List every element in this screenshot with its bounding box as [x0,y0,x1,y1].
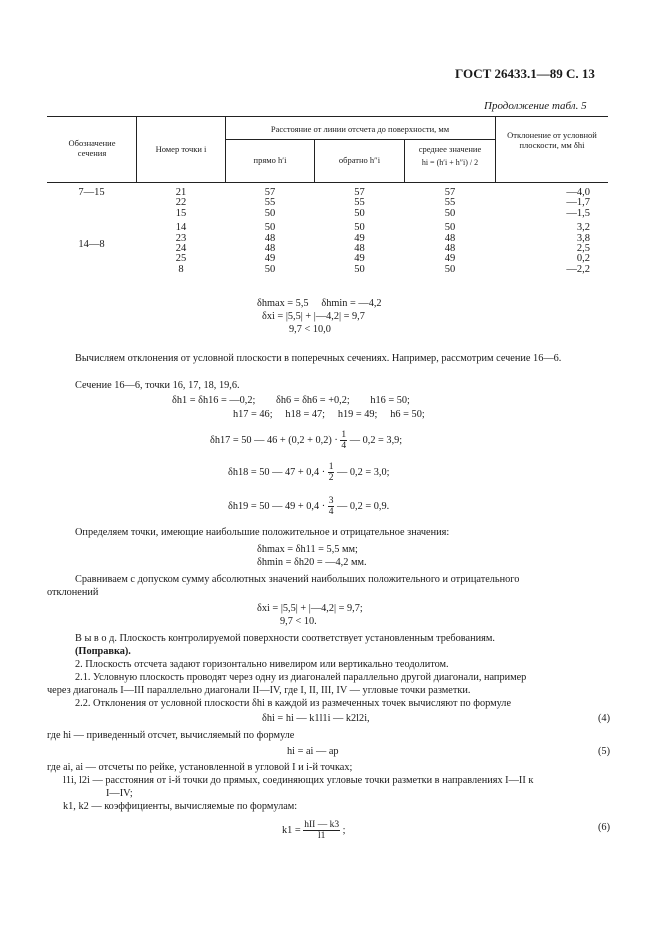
paragraph-transverse: Вычисляем отклонения от условной плоскости в поперечных сечениях. Например, рассмотрим сечение 16—6. [75,353,562,364]
equation-deltas: δh1 = δh16 = —0,2; δh6 = δh6 = +0,2; h16 = 50; [172,395,410,406]
fraction-numerator: 3 [328,496,334,506]
point-column [140,188,222,275]
table-cell: 50 [264,207,276,219]
table-cell: 55 [354,197,365,209]
section-cell: 7—15 [78,187,105,198]
section-column [47,188,136,251]
paragraph-where-l-a: l1i, l2i — расстояния от i-й точки до прямых, соединяющих угловые точки разметки в направлениях I—II к [63,775,534,786]
document-reference: ГОСТ 26433.1—89 С. 13 [455,66,595,81]
paragraph-extremes: Определяем точки, имеющие наибольшие положительное и отрицательное значения: [75,527,450,538]
table-cell: 48 [354,242,365,254]
equation-heights: h17 = 46; h18 = 47; h19 = 49; h6 = 50; [233,409,425,420]
deviation-column [540,188,590,275]
paragraph-compare-a: Сравниваем с допуском сумму абсолютных значений наибольших положительного и отрицательного [75,574,520,585]
table-cell: 49 [354,232,365,244]
table-cell: 48 [444,242,456,254]
paragraph-item-2: 2. Плоскость отсчета задают горизонтально нивелиром или вертикально теодолитом. [75,659,449,670]
paragraph-item-2-1b: через диагональ I—III параллельно диагонали II—IV, где I, II, III, IV — угловые точки разметки. [47,685,471,696]
equation-text: — 0,2 = 0,9. [337,500,390,512]
table-cell: 48 [264,242,276,254]
paragraph-where-k: k1, k2 — коэффициенты, вычисляемые по формулам: [63,801,298,812]
header-deviation: Отклонение от условной плоскости, мм δhi [507,130,597,150]
table-cell: 3,2 [576,222,590,234]
reverse-column [317,188,402,275]
fraction [340,430,347,451]
equation-6 [282,820,346,841]
fraction [303,820,340,841]
table-divider-1 [136,116,137,183]
table-cell: 25 [175,253,187,265]
paragraph-item-2-2: 2.2. Отклонения от условной плоскости δhi в каждой из размеченных точек вычисляют по формуле [75,698,512,709]
paragraph-correction: (Поправка). [75,646,131,657]
equation-h19 [228,496,389,517]
table-subheader-rule [225,139,495,140]
fraction [328,462,335,483]
paragraph-item-2-1a: 2.1. Условную плоскость проводят через одну из диагоналей параллельно другой диагонали, например [75,672,527,683]
header-point-number: Номер точки i [155,144,207,154]
table-cell: 50 [354,263,365,275]
table-cell: 50 [264,263,276,275]
table-divider-5 [495,116,496,183]
section-cell: 14—8 [78,239,105,251]
fraction [328,496,335,517]
fraction-denominator: 4 [341,441,347,451]
table-cell: 3,8 [576,232,590,244]
summary-compare: 9,7 < 10,0 [289,324,331,335]
table-cell: 0,2 [576,253,590,265]
paragraph-compare-b: отклонений [47,587,99,598]
header-direct: прямо h′i [253,155,287,165]
paragraph-conclusion: В ы в о д. Плоскость контролируемой поверхности соответствует установленным требованиям. [75,633,495,644]
average-column [407,188,493,275]
equation-5: hi = ai — ap [287,746,339,757]
table-cell: 50 [264,222,276,234]
equation-4: δhi = hi — k1l1i — k2l2i, [262,713,370,724]
table-cell: 49 [354,253,365,265]
table-cell: 55 [264,197,276,209]
paragraph-section: Сечение 16—6, точки 16, 17, 18, 19,6. [75,380,240,391]
equation-number-6: (6) [598,822,611,833]
table-cell: —2,2 [566,263,590,275]
table-top-rule [47,116,608,117]
equation-text: δh19 = 50 — 49 + 0,4 · [228,500,326,512]
table-cell: —1,7 [566,197,590,209]
equation-h18 [228,462,389,483]
table-cell: 50 [354,222,365,234]
header-distance-group: Расстояние от линии отсчета до поверхности, мм [270,124,450,134]
table-divider-4 [404,139,405,183]
table-continuation-label: Продолжение табл. 5 [484,100,587,112]
table-cell: 23 [175,232,187,244]
fraction-denominator: l1 [317,831,326,841]
table-cell: 49 [444,253,456,265]
table-cell: 50 [444,222,456,234]
table-divider-3 [314,139,315,183]
table-cell: 22 [175,197,187,209]
equation-text: — 0,2 = 3,9; [349,434,403,446]
equation-text: δh18 = 50 — 47 + 0,4 · [228,466,326,478]
summary-max-min: δhmax = 5,5 δhmin = —4,2 [257,298,382,309]
fraction-numerator: hII — k3 [304,820,340,830]
table-cell: 55 [444,197,456,209]
header-reverse: обратно h″i [338,155,381,165]
paragraph-where-a: где ai, ai — отсчеты по рейке, установленной в угловой I и i-й точках; [47,762,353,773]
table-divider-2 [225,116,226,183]
table-cell: 57 [444,187,456,198]
paragraph-where-l-b: I—IV; [106,788,133,799]
equation-text: k1 = [282,824,301,836]
fraction-numerator: 1 [341,430,347,440]
equation-text: δh17 = 50 — 46 + (0,2 + 0,2) · [210,434,338,446]
table-cell: 14 [175,222,187,234]
equation-abs-sum: δxi = |5,5| + |—4,2| = 9,7; [257,603,363,614]
equation-text: — 0,2 = 3,0; [337,466,390,478]
summary-sum: δxi = |5,5| + |—4,2| = 9,7 [262,311,365,322]
equation-compare: 9,7 < 10. [280,616,317,627]
table-cell: 8 [178,263,184,275]
header-average-formula: hi = (h′i + h″i) / 2 [421,158,479,167]
table-header-bottom-rule [47,182,608,183]
table-cell: —1,5 [566,207,590,219]
table-cell: 48 [444,232,456,244]
direct-column [228,188,312,275]
table-cell: 49 [264,253,276,265]
table-cell: 48 [264,232,276,244]
fraction-numerator: 1 [328,462,334,472]
equation-number-5: (5) [598,746,611,757]
equation-max: δhmax = δh11 = 5,5 мм; [257,544,358,555]
header-average: среднее значение [418,144,482,154]
fraction-denominator: 2 [328,473,334,483]
equation-min: δhmin = δh20 = —4,2 мм. [257,557,367,568]
equation-h17 [210,430,402,451]
header-section: Обозначение сечения [68,138,116,158]
table-cell: 21 [175,187,187,198]
fraction-denominator: 4 [328,507,334,517]
table-cell: 57 [354,187,365,198]
table-cell: 50 [444,207,456,219]
table-cell: 24 [175,242,187,254]
table-cell: 50 [354,207,365,219]
equation-text: ; [342,824,346,836]
table-cell: 15 [175,207,187,219]
paragraph-where-h: где hi — приведенный отсчет, вычисляемый по формуле [47,730,295,741]
equation-number-4: (4) [598,713,611,724]
table-cell: —4,0 [566,187,590,198]
table-cell: 50 [444,263,456,275]
table-cell: 2,5 [576,242,590,254]
table-cell: 57 [264,187,276,198]
